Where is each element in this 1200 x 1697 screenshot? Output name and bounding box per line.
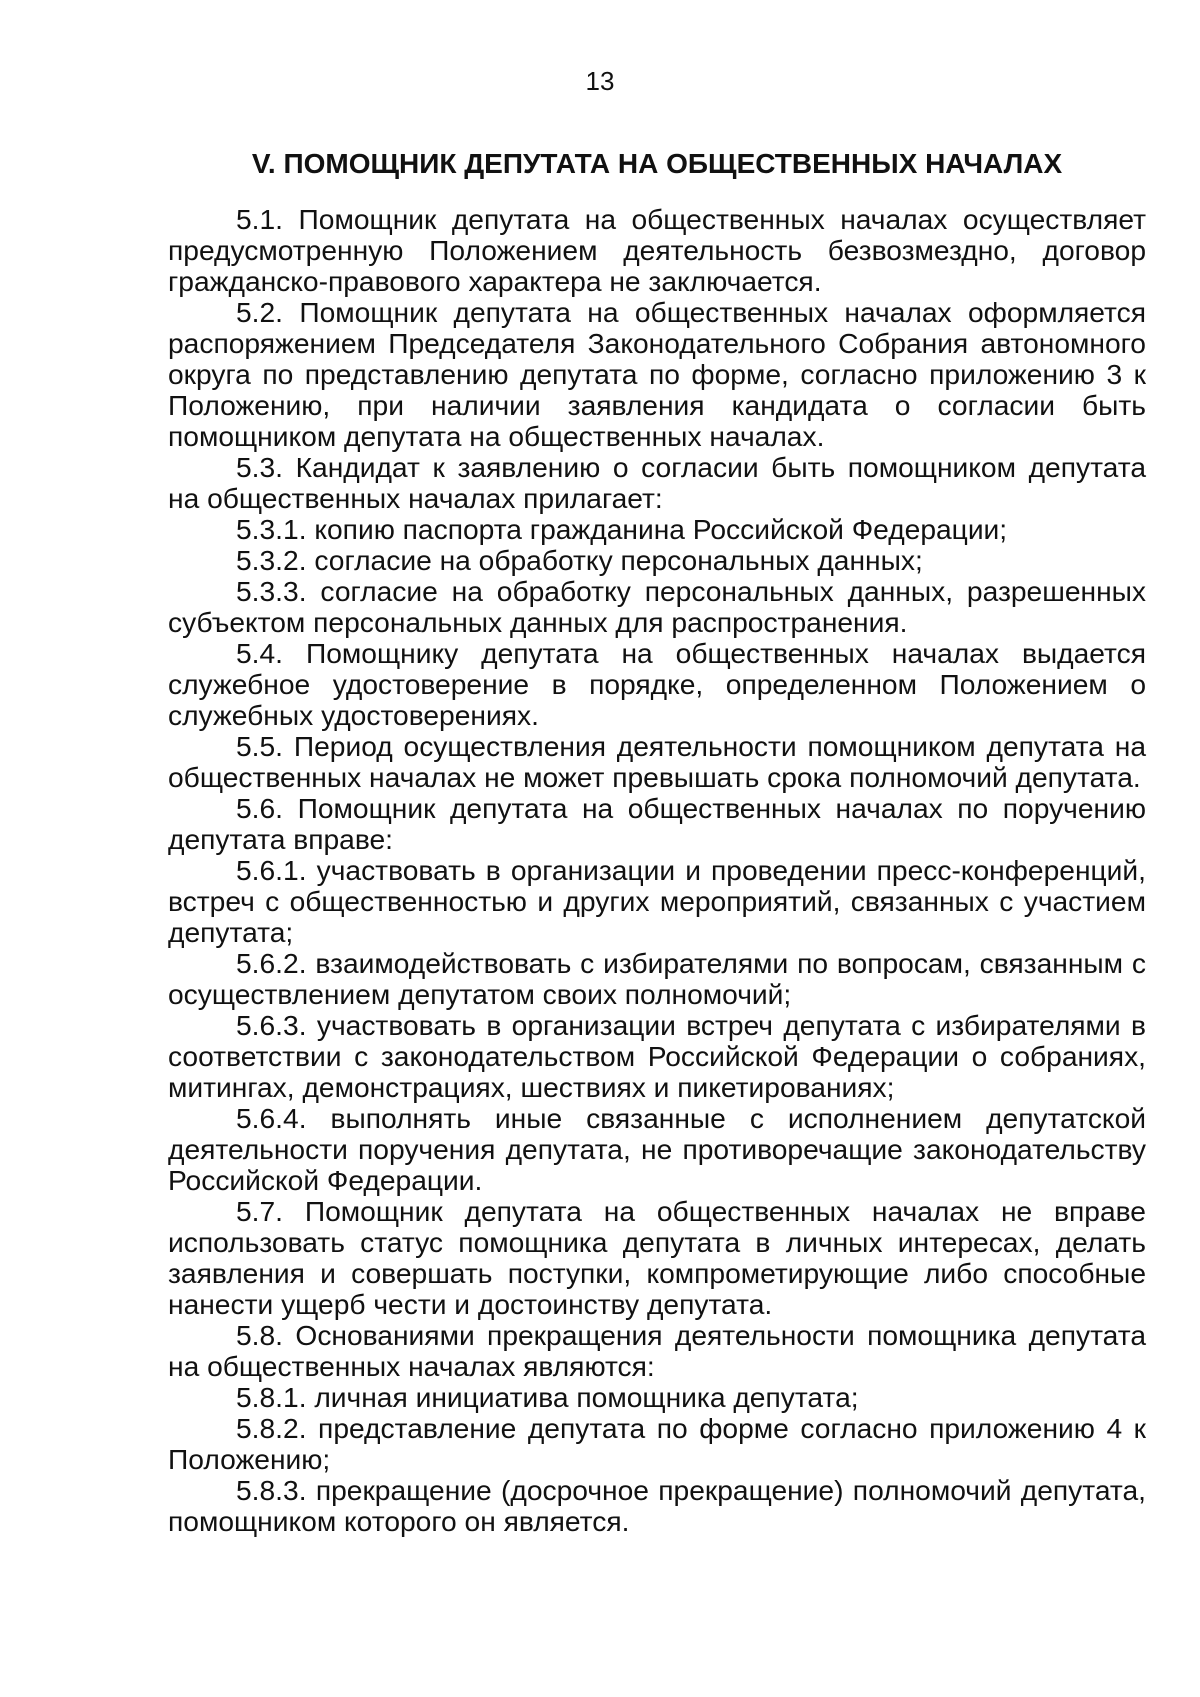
paragraph-5-3-2: 5.3.2. согласие на обработку персональных данных;: [236, 544, 923, 576]
paragraph-5-1: 5.1. Помощник депутата на общественных началах осуществляет предусмотренную Положением деятельность безвозмездно, договор гражданско-правового характера не заключается.: [168, 203, 1146, 297]
paragraph-5-8-3: 5.8.3. прекращение (досрочное прекращение) полномочий депутата, помощником которого он является.: [168, 1474, 1146, 1537]
paragraph-5-6-2: 5.6.2. взаимодействовать с избирателями по вопросам, связанным с осуществлением депутатом своих полномочий;: [168, 947, 1146, 1010]
paragraph-5-6-3: 5.6.3. участвовать в организации встреч депутата с избирателями в соответствии с законодательством Российской Федерации о собраниях, митингах, демонстрациях, шествиях и пикетированиях;: [168, 1009, 1146, 1103]
paragraph-5-6: 5.6. Помощник депутата на общественных началах по поручению депутата вправе:: [168, 792, 1146, 855]
paragraph-5-3-3: 5.3.3. согласие на обработку персональных данных, разрешенных субъектом персональных данных для распространения.: [168, 575, 1146, 638]
page-number: 13: [585, 66, 615, 96]
paragraph-5-3-1: 5.3.1. копию паспорта гражданина Российской Федерации;: [236, 513, 1008, 545]
paragraph-5-2: 5.2. Помощник депутата на общественных началах оформляется распоряжением Председателя Законодательного Собрания автономного округа по представлению депутата по форме, согласно приложению 3 к Положению, при наличии заявления кандидата о согласии быть помощником депутата на общественных началах.: [168, 296, 1146, 452]
paragraph-5-8-1: 5.8.1. личная инициатива помощника депутата;: [236, 1381, 859, 1413]
paragraph-5-8: 5.8. Основаниями прекращения деятельности помощника депутата на общественных началах являются:: [168, 1319, 1146, 1382]
paragraph-5-5: 5.5. Период осуществления деятельности помощником депутата на общественных началах не может превышать срока полномочий депутата.: [168, 730, 1146, 793]
section-body: [168, 204, 1146, 1537]
paragraph-5-4: 5.4. Помощнику депутата на общественных началах выдается служебное удостоверение в порядке, определенном Положением о служебных удостоверениях.: [168, 637, 1146, 731]
paragraph-5-3: 5.3. Кандидат к заявлению о согласии быть помощником депутата на общественных началах прилагает:: [168, 451, 1146, 514]
paragraph-5-8-2: 5.8.2. представление депутата по форме согласно приложению 4 к Положению;: [168, 1412, 1146, 1475]
paragraph-5-6-4: 5.6.4. выполнять иные связанные с исполнением депутатской деятельности поручения депутата, не противоречащие законодательству Российской Федерации.: [168, 1102, 1146, 1196]
paragraph-5-7: 5.7. Помощник депутата на общественных началах не вправе использовать статус помощника депутата в личных интересах, делать заявления и совершать поступки, компрометирующие либо способные нанести ущерб чести и достоинству депутата.: [168, 1195, 1146, 1320]
paragraph-5-6-1: 5.6.1. участвовать в организации и проведении пресс-конференций, встреч с общественностью и других мероприятий, связанных с участием депутата;: [168, 854, 1146, 948]
section-heading: V. ПОМОЩНИК ДЕПУТАТА НА ОБЩЕСТВЕННЫХ НАЧАЛАХ: [251, 148, 1063, 179]
